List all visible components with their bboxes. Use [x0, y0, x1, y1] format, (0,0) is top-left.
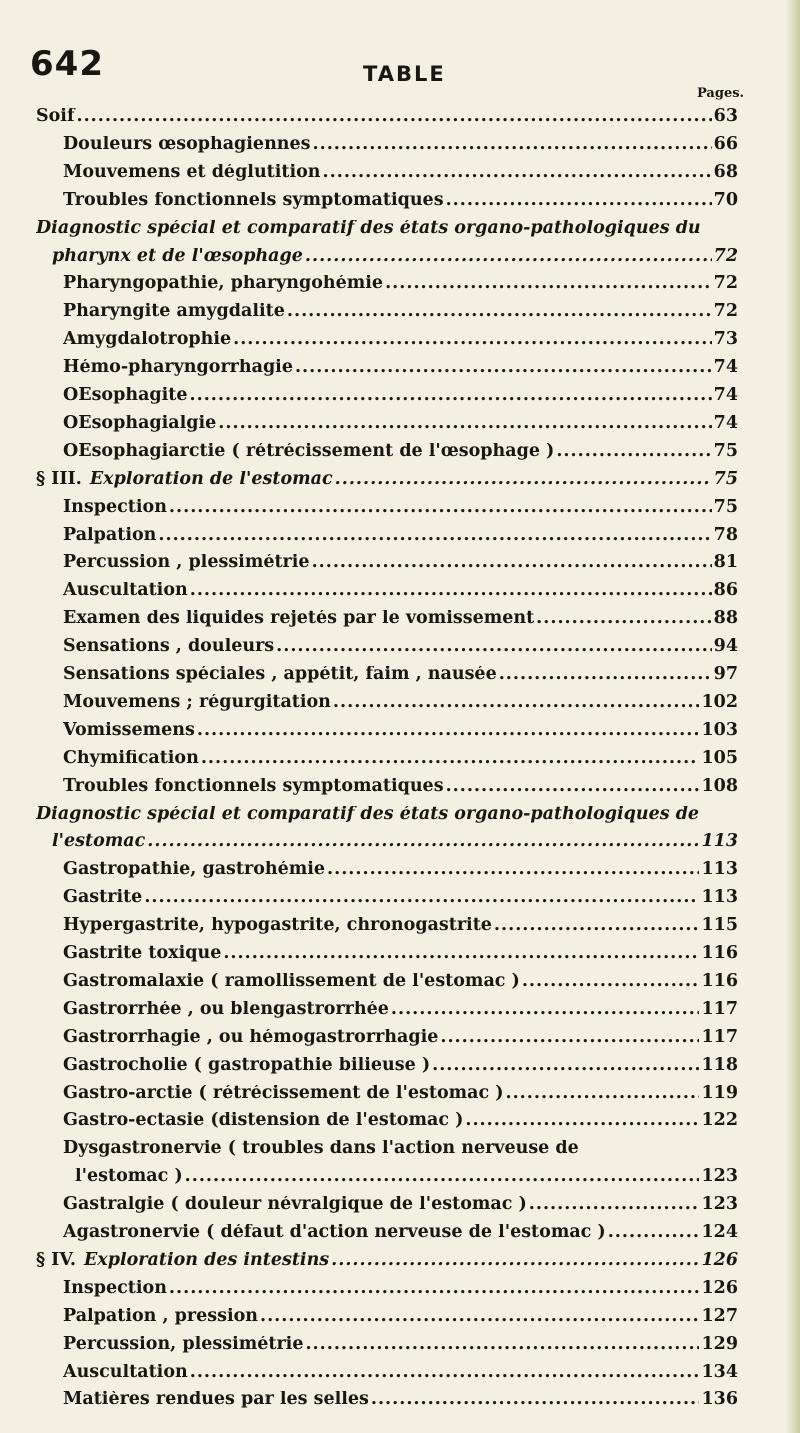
toc-entry [63, 666, 738, 690]
dot-leader [276, 638, 711, 656]
dot-leader [169, 1280, 700, 1298]
toc-entry-title: Sensations , douleurs [63, 638, 275, 657]
toc-page-number: 119 [701, 1084, 738, 1103]
dot-leader [190, 582, 712, 600]
toc-entry-title: Gastrorrhée , ou blengastrorrhée [63, 1000, 389, 1019]
toc-entry-title: l'estomac [52, 833, 146, 852]
toc-page-number: 113 [701, 861, 738, 880]
toc-entry [63, 945, 738, 969]
toc-entry-title: Troubles fonctionnels symptomatiques [63, 777, 444, 796]
toc-entry [63, 554, 738, 578]
toc-heading [36, 471, 738, 495]
toc-entry-title: Amygdalotrophie [63, 331, 232, 350]
dot-leader [335, 471, 712, 489]
toc-entry [63, 1280, 738, 1304]
running-title: TABLE [363, 62, 446, 86]
dot-leader [305, 248, 712, 266]
toc-heading [36, 220, 738, 244]
toc-page-number: 123 [701, 1168, 738, 1187]
dot-leader [233, 331, 712, 349]
dot-leader [260, 1308, 699, 1326]
toc-page-number: 75 [713, 498, 738, 517]
toc-entry [63, 1196, 738, 1220]
toc-page-number: 74 [713, 359, 738, 378]
toc-entry [63, 136, 738, 160]
toc-entry-title: Percussion, plessimétrie [63, 1335, 304, 1354]
toc-entry-title: Inspection [63, 498, 167, 517]
toc-entry-title: Mouvemens et déglutition [63, 163, 321, 182]
toc-entry [63, 415, 738, 439]
dot-leader [158, 527, 711, 545]
toc-entry-title: Dysgastronervie ( troubles dans l'action nerveuse de [63, 1140, 579, 1159]
toc-entry [63, 1224, 738, 1248]
toc-page-number: 108 [701, 777, 738, 796]
dot-leader [536, 610, 711, 628]
toc-entry [63, 861, 738, 885]
toc-entry-title: Palpation [63, 526, 157, 545]
dot-leader [608, 1224, 700, 1242]
toc-page-number: 124 [701, 1224, 738, 1242]
toc-entry-title: l'estomac ) [75, 1168, 183, 1187]
toc-entry-title: Examen des liquides rejetés par le vomissement [63, 610, 535, 629]
toc-entry-title: Diagnostic spécial et comparatif des états organo-pathologiques du [36, 219, 701, 238]
toc-heading [52, 833, 738, 857]
toc-page-number: 74 [713, 414, 738, 433]
dot-leader [506, 1085, 700, 1103]
toc-page-number: 113 [701, 889, 738, 908]
toc-entry [63, 499, 738, 523]
toc-entry [63, 917, 738, 941]
toc-entry-title: Percussion , plessimétrie [63, 554, 310, 573]
section-mark: § [36, 1251, 46, 1270]
dot-leader [305, 1336, 699, 1354]
toc-heading [36, 1252, 738, 1276]
toc-entry [63, 889, 738, 913]
toc-entry-title: Gastrocholie ( gastropathie bilieuse ) [63, 1056, 431, 1075]
toc-entry-title: Inspection [63, 1279, 167, 1298]
dot-leader [201, 750, 700, 768]
toc-entry [63, 387, 738, 411]
toc-entry [63, 722, 738, 746]
toc-entry-title: OEsophagialgie [63, 414, 217, 433]
toc-entry-title: Gastropathie, gastrohémie [63, 861, 326, 880]
dot-leader [440, 1029, 699, 1047]
toc-entry-title: Palpation , pression [63, 1307, 258, 1326]
toc-page-number: 105 [701, 749, 738, 768]
toc-page-number: 81 [713, 554, 738, 573]
toc-entry-title: Hémo-pharyngorrhagie [63, 359, 293, 378]
toc-entry-title: Gastrorrhagie , ou hémogastrorrhagie [63, 1028, 439, 1047]
toc-page-number: 117 [701, 1000, 738, 1019]
toc-page-number: 75 [713, 442, 738, 461]
toc-entry [63, 359, 738, 383]
dot-leader [494, 917, 700, 935]
toc-entry-title: Pharyngite amygdalite [63, 303, 285, 322]
toc-page-number: 66 [713, 135, 738, 154]
toc-entry [63, 1029, 738, 1053]
dot-leader [333, 694, 700, 712]
dot-leader [465, 1112, 699, 1130]
toc-heading [36, 806, 738, 830]
toc-entry [63, 1140, 738, 1164]
toc-entry-title: Matières rendues par les selles [63, 1391, 369, 1410]
toc-entry-title: Sensations spéciales , appétit, faim , nausée [63, 666, 497, 684]
toc-entry [63, 973, 738, 997]
dot-leader [385, 275, 712, 293]
dot-leader [522, 973, 700, 991]
toc-entry [63, 164, 738, 188]
toc-page-number: 134 [701, 1363, 738, 1382]
dot-leader [190, 1364, 700, 1382]
toc-page-number: 63 [713, 108, 738, 126]
toc-entry-title: Gastralgie ( douleur névralgique de l'estomac ) [63, 1196, 527, 1215]
toc-page-number: 117 [701, 1028, 738, 1047]
toc-page-number: 74 [713, 387, 738, 405]
toc-page-number: 97 [713, 666, 738, 684]
dot-leader [144, 889, 699, 907]
toc-page-number: 70 [713, 191, 738, 210]
toc-entry [63, 303, 738, 327]
toc-entry [63, 1391, 738, 1415]
toc-page-number: 123 [701, 1196, 738, 1215]
toc-page-number: 115 [701, 917, 738, 936]
toc-heading [52, 248, 738, 272]
toc-page-number: 103 [701, 721, 738, 740]
dot-leader [446, 778, 700, 796]
toc-entry-title: Auscultation [63, 582, 188, 601]
toc-page-number: 94 [713, 638, 738, 657]
section-number: IV. [51, 1251, 76, 1270]
toc-entry-title: Troubles fonctionnels symptomatiques [63, 191, 444, 210]
toc-entry-title: Pharyngopathie, pharyngohémie [63, 275, 384, 294]
dot-leader [327, 861, 699, 879]
dot-leader [147, 833, 699, 851]
toc-entry [63, 582, 738, 606]
toc-page-number: 68 [713, 163, 738, 182]
page-number: 642 [30, 44, 104, 84]
dot-leader [197, 722, 700, 740]
toc-entry-title: OEsophagite [63, 387, 188, 405]
dot-leader [295, 359, 712, 377]
toc-entry [63, 192, 738, 216]
toc-entry-title: Gastrite [63, 889, 143, 908]
toc-page-number: 73 [713, 331, 738, 350]
toc-entry-title: pharynx et de l'œsophage [52, 247, 303, 266]
toc-page-number: 126 [701, 1279, 738, 1298]
toc-page-number: 72 [713, 247, 738, 266]
toc-entry-title: Auscultation [63, 1363, 188, 1382]
toc-page-number: 102 [701, 693, 738, 712]
toc-page-number: 122 [701, 1112, 738, 1131]
pages-column-label: Pages. [697, 86, 745, 101]
toc-page-number: 136 [701, 1391, 738, 1410]
toc-entry [63, 331, 738, 355]
toc-entry [36, 108, 738, 132]
toc-page-number: 118 [701, 1056, 738, 1075]
toc-page-number: 72 [713, 275, 738, 294]
toc-page-number: 113 [701, 833, 738, 852]
toc-entry-title: Diagnostic spécial et comparatif des états organo-pathologiques de [36, 805, 700, 824]
toc-entry [63, 778, 738, 802]
dot-leader [371, 1391, 700, 1409]
toc-entry [63, 1308, 738, 1332]
toc-page-number: 72 [713, 303, 738, 322]
toc-entry [63, 1001, 738, 1025]
toc-entry-title: Gastrite toxique [63, 945, 222, 963]
dot-leader [312, 554, 712, 572]
toc-entry [63, 750, 738, 774]
dot-leader [223, 945, 699, 963]
toc-page-number: 88 [713, 610, 738, 629]
section-mark: § [36, 470, 46, 489]
toc-entry [63, 1364, 738, 1388]
toc-entry-title: Gastro-arctie ( rétrécissement de l'estomac ) [63, 1084, 504, 1103]
dot-leader [77, 108, 712, 126]
dot-leader [446, 192, 712, 210]
toc-page-number: 116 [701, 945, 738, 963]
dot-leader [391, 1001, 700, 1019]
toc-entry-title: Exploration de l'estomac [89, 470, 333, 489]
toc-page-number: 75 [713, 470, 738, 489]
dot-leader [185, 1168, 700, 1186]
toc-entry-title: Gastro-ectasie (distension de l'estomac ) [63, 1112, 464, 1131]
toc-entry [75, 1168, 738, 1192]
toc-entry-title: Douleurs œsophagiennes [63, 135, 311, 154]
toc-entry [63, 1112, 738, 1136]
toc-entry-title: Soif [36, 108, 75, 126]
toc-entry-title: Gastromalaxie ( ramollissement de l'estomac ) [63, 972, 520, 991]
toc-entry [63, 1085, 738, 1109]
toc-page-number: 86 [713, 582, 738, 601]
dot-leader [499, 666, 712, 684]
toc-entry [63, 527, 738, 551]
toc-entry [63, 1336, 738, 1360]
section-number: III. [51, 470, 82, 489]
dot-leader [323, 164, 712, 182]
toc-entry [63, 610, 738, 634]
toc-page-number: 129 [701, 1335, 738, 1354]
toc-page-number: 127 [701, 1307, 738, 1326]
toc-page-number: 116 [701, 972, 738, 991]
toc-entry-title: Exploration des intestins [83, 1251, 330, 1270]
dot-leader [190, 387, 712, 405]
dot-leader [529, 1196, 700, 1214]
page-edge-shadow [786, 0, 800, 1433]
toc-entry-title: Agastronervie ( défaut d'action nerveuse de l'estomac ) [63, 1224, 606, 1242]
toc-entry-title: Chymification [63, 749, 199, 768]
toc-entry [63, 275, 738, 299]
toc-entry-title: OEsophagiarctie ( rétrécissement de l'œsophage ) [63, 442, 555, 461]
dot-leader [331, 1252, 699, 1270]
dot-leader [218, 415, 711, 433]
toc-entry [63, 638, 738, 662]
toc-page-number: 126 [701, 1251, 738, 1270]
toc-entry [63, 694, 738, 718]
dot-leader [313, 136, 712, 154]
dot-leader [556, 443, 711, 461]
toc-entry-title: Mouvemens ; régurgitation [63, 693, 331, 712]
toc-entry [63, 443, 738, 467]
toc-entry [63, 1057, 738, 1081]
toc-entry-title: Vomissemens [63, 721, 195, 740]
dot-leader [432, 1057, 699, 1075]
toc-entry-title: Hypergastrite, hypogastrite, chronogastrite [63, 917, 492, 936]
toc-page-number: 78 [713, 526, 738, 545]
dot-leader [287, 303, 712, 321]
dot-leader [169, 499, 712, 517]
